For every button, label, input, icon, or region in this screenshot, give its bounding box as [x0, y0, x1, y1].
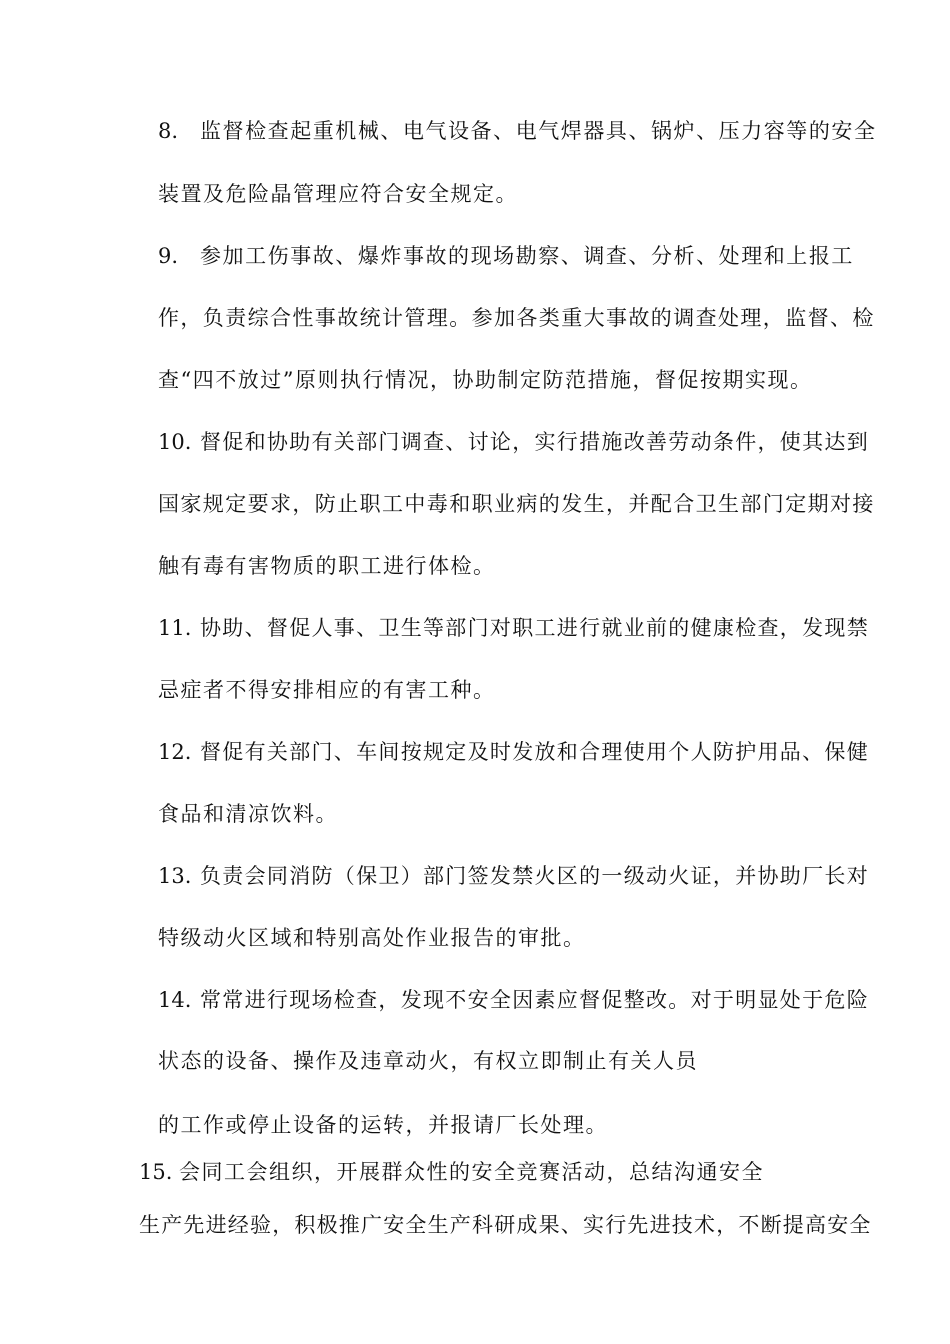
item-number: 15.: [139, 1160, 173, 1184]
item-number: 14.: [158, 988, 192, 1012]
line-text: 协助、督促人事、卫生等部门对职工进行就业前的健康检查，发现禁: [200, 616, 869, 640]
item-15-line-2: [139, 1211, 872, 1239]
item-12-line-1: [158, 738, 869, 766]
item-12-line-2: [158, 800, 338, 828]
item-13-line-1: [158, 862, 869, 890]
line-text: 监督检查起重机械、电气设备、电气焊器具、锅炉、压力容等的安全: [200, 119, 877, 143]
line-text: 作，负责综合性事故统计管理。参加各类重大事故的调查处理，监督、检: [158, 306, 875, 330]
line-text: 特级动火区域和特别高处作业报告的审批。: [158, 926, 586, 950]
line-text: 状态的设备、操作及违章动火，有权立即制止有关人员: [158, 1049, 698, 1073]
item-13-line-2: [158, 924, 586, 952]
line-text: 忌症者不得安排相应的有害工种。: [158, 678, 496, 702]
item-9-line-1: [158, 242, 854, 270]
item-8-line-1: [158, 117, 877, 145]
item-10-line-3: [158, 552, 496, 580]
line-text: 生产先进经验，积极推广安全生产科研成果、实行先进技术，不断提高安全: [139, 1213, 872, 1237]
line-text: 装置及危险晶管理应符合安全规定。: [158, 182, 518, 206]
item-number: 13.: [158, 864, 192, 888]
line-text: 国家规定要求，防止职工中毒和职业病的发生，并配合卫生部门定期对接: [158, 492, 875, 516]
item-15-line-1: [139, 1158, 764, 1186]
item-14-line-3: [158, 1111, 608, 1139]
item-10-line-2: [158, 490, 875, 518]
item-9-line-2: [158, 304, 875, 332]
item-8-line-2: [158, 180, 518, 208]
line-text: 触有毒有害物质的职工进行体检。: [158, 554, 496, 578]
line-text: 负责会同消防（保卫）部门签发禁火区的一级动火证，并协助厂长对: [200, 864, 869, 888]
item-14-line-1: [158, 986, 869, 1014]
item-number: 10.: [158, 430, 192, 454]
line-text: 督促和协助有关部门调查、讨论，实行措施改善劳动条件，使其达到: [200, 430, 869, 454]
line-text: 查“四不放过”原则执行情况，协助制定防范措施，督促按期实现。: [158, 368, 813, 392]
item-11-line-1: [158, 614, 869, 642]
item-number: 8.: [158, 119, 179, 143]
line-text: 会同工会组织，开展群众性的安全竞赛活动，总结沟通安全: [179, 1160, 764, 1184]
line-text: 的工作或停止设备的运转，并报请厂长处理。: [158, 1113, 608, 1137]
item-10-line-1: [158, 428, 869, 456]
line-text: 食品和清凉饮料。: [158, 802, 338, 826]
line-text: 常常进行现场检查，发现不安全因素应督促整改。对于明显处于危险: [200, 988, 869, 1012]
item-number: 9.: [158, 244, 179, 268]
item-number: 12.: [158, 740, 192, 764]
item-9-line-3: [158, 366, 812, 394]
line-text: 督促有关部门、车间按规定及时发放和合理使用个人防护用品、保健: [200, 740, 869, 764]
item-number: 11.: [158, 616, 192, 640]
line-text: 参加工伤事故、爆炸事故的现场勘察、调查、分析、处理和上报工: [200, 244, 854, 268]
item-14-line-2: [158, 1047, 698, 1075]
item-11-line-2: [158, 676, 496, 704]
